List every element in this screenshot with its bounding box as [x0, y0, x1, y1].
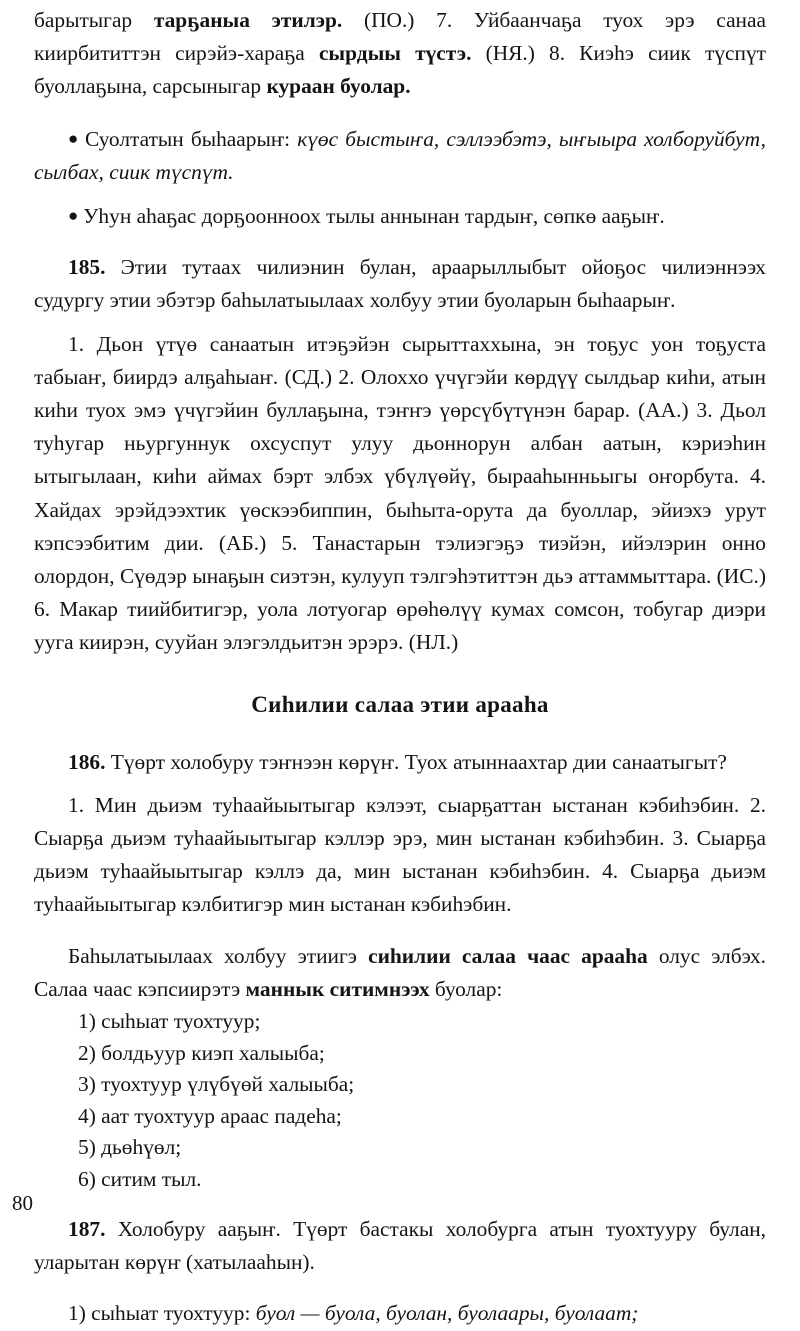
rule-bold-1: сиһилии салаа чаас арааһа	[368, 943, 648, 968]
list-item: 5) дьөһүөл;	[78, 1135, 182, 1160]
bullet-1-text: Суолтатын быһаарыҥ:	[85, 126, 298, 151]
continued-text-part3: (НЯ.) 8. Киэһэ сиик түспүт буоллаҕына, сарсыныгар	[34, 41, 767, 99]
exercise-187-item-1-italic: буол — буола, буолан, буолаары, буолаат;	[255, 1301, 639, 1326]
rule-part2: олус элбэх. Салаа чаас кэпсиирэтэ	[34, 943, 766, 1001]
exercise-185-number: 185.	[68, 255, 106, 280]
exercise-187-instruction	[34, 1213, 766, 1279]
list-item: 3) туохтуур үлүбүөй халыыба;	[78, 1072, 355, 1097]
exercise-187-number: 187.	[68, 1217, 106, 1242]
continued-bold-3: кураан буолар.	[266, 74, 411, 99]
rule-list	[34, 1006, 766, 1195]
exercise-187-item-1-label: 1) сыһыат туохтуур:	[68, 1301, 256, 1326]
continued-bold-2: сырдыы түстэ.	[318, 41, 472, 66]
exercise-187-instruction-text: Холобуру ааҕыҥ. Түөрт бастакы холобурга атын туохтууру булан, уларытан көрүҥ (хатылааһын).	[34, 1217, 766, 1275]
exercise-186-instruction-text: Түөрт холобуру тэҥнээн көрүҥ. Туох атыннаахтар дии санаатыгыт?	[105, 749, 727, 774]
exercise-185-body: 1. Дьон үтүө санаатын итэҕэйэн сырыттаххына, эн тоҕус уон тоҕуста табыаҥ, биирдэ алҕаһыаҥ. (СД.) 2. Олоххо үчүгэйи көрдүү сылдьар киһи, атын киһи туох эмэ үчүгэйин буллаҕына, тэҥҥэ үөрсүбүтүнэн барар. (АА.) 3. Дьол туһугар ньургуннук охсуспут улуу дьоннорун албан аатын, кэриэһин ытыгылаан, киһи аймах бэрт элбэх үбүлүөйү, бырааһынньыгы оҥорбута. 4. Хайдах эрэйдээхтик үөскээбиппин, быһыта-орута да буоллар, эйиэхэ урут кэпсээбитим дии. (АБ.) 5. Танастарын тэлиэгэҕэ тиэйэн, ийэлэрин онно олордон, Сүөдэр ынаҕын сиэтэн, кулууп тэлгэһэтиттэн дьэ аттаммыттара. (ИС.) 6. Макар тиийбитигэр, уола лотуогар өрөһөлүү кумах сомсон, тобугар диэри ууга киирэн, сууйан элэгэлдьитэн эрэрэ. (НЛ.)	[34, 331, 766, 655]
continued-text-part1: барытыгар	[34, 8, 154, 32]
continued-bold-1: тарҕаныа этилэр.	[153, 8, 343, 32]
continued-paragraph	[34, 4, 766, 104]
exercise-186-number: 186.	[68, 749, 106, 774]
bullet-item-1	[34, 122, 766, 189]
list-item: 4) аат туохтуур араас падеһа;	[78, 1103, 342, 1128]
exercise-187-item-1	[34, 1297, 766, 1330]
bullet-1-italic: күөс быстыҥа, сэллээбэтэ, ыҥыыра холборуйбут, сылбах, сиик түспүт.	[34, 126, 766, 184]
page-number: 80	[12, 1191, 33, 1215]
bullet-dot-icon: ●	[68, 128, 81, 148]
continued-text-part2: (ПО.) 7. Уйбаанчаҕа туох эрэ санаа киирбититтэн сирэйэ-хараҕа	[34, 8, 766, 66]
section-heading: Сиһилии салаа этии арааһа	[251, 691, 549, 717]
exercise-186-body: 1. Мин дьиэм туһаайыытыгар кэлээт, сыарҕаттан ыстанан кэбиһэбин. 2. Сыарҕа дьиэм туһаайыытыгар кэллэр эрэ, мин ыстанан кэбиһэбин. 3. Сыарҕа дьиэм туһаайыытыгар кэллэ да, мин ыстанан кэбиһэбин. 4. Сыарҕа дьиэм туһаайыытыгар кэлбитигэр мин ыстанан кэбиһэбин.	[34, 792, 766, 917]
rule-part3: буолар:	[429, 976, 503, 1001]
rule-part1: Баһылатыылаах холбуу этиигэ	[68, 943, 369, 968]
list-item: 1) сыһыат туохтуур;	[78, 1009, 261, 1034]
exercise-185-instruction	[34, 251, 766, 317]
exercise-186-instruction	[34, 746, 766, 779]
exercise-185-instruction-text: Этии тутаах чилиэнин булан, араарыллыбыт ойоҕос чилиэннээх судургу этии эбэтэр баһылатыылаах холбуу этии буоларын быһаарыҥ.	[34, 255, 766, 313]
rule-bold-2: маннык ситимнээх	[245, 976, 430, 1001]
rule-paragraph	[34, 940, 766, 1006]
list-item: 6) ситим тыл.	[78, 1166, 202, 1191]
list-item: 2) болдьуур киэп халыыба;	[78, 1040, 325, 1065]
bullet-2-text: Уһун аһаҕас дорҕоонноох тылы аннынан тардыҥ, сөпкө ааҕыҥ.	[83, 204, 665, 229]
bullet-dot-icon: ●	[68, 206, 79, 226]
bullet-item-2	[34, 199, 766, 233]
